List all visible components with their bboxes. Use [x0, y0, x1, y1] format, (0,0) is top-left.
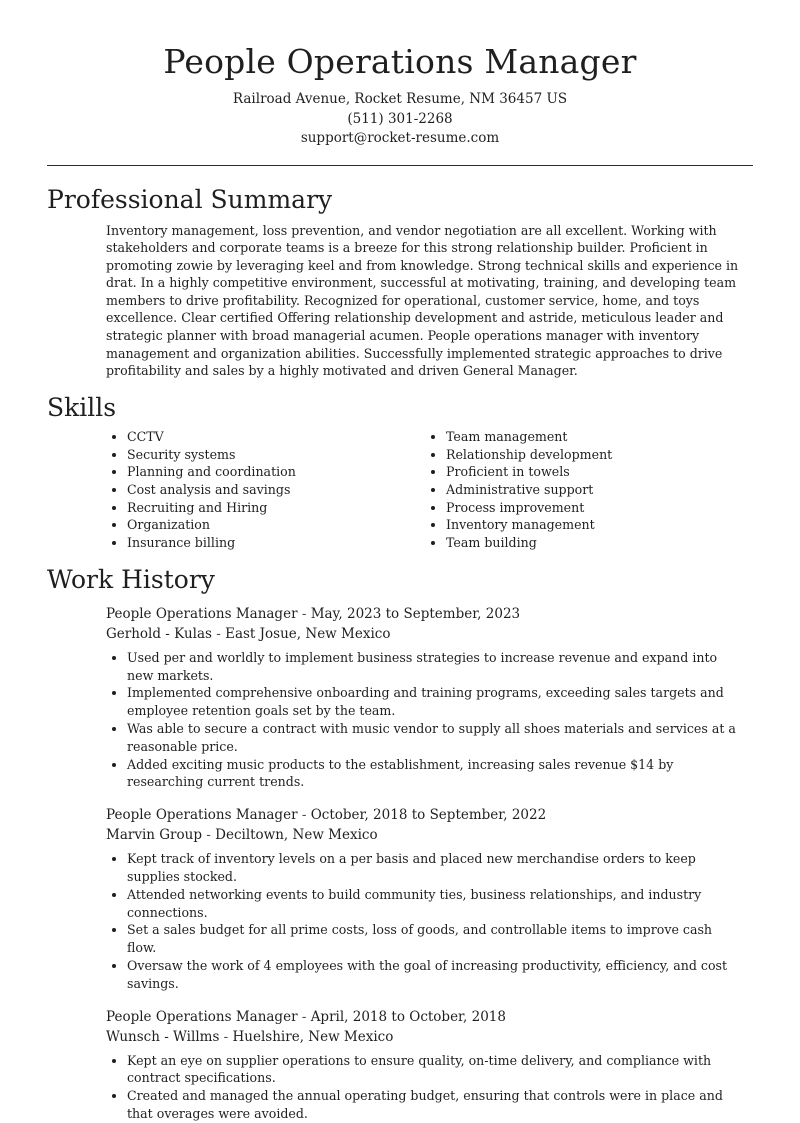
job-title-dates [106, 805, 744, 825]
skill-item: • Proficient in towels [446, 463, 744, 481]
job-bullet: • Was able to secure a contract with music vendor to supply all shoes materials and services at a reasonable price. [127, 720, 744, 756]
job-company-location [106, 624, 744, 644]
summary-text: Inventory management, loss prevention, and vendor negotiation are all excellent. Working with stakeholders and corporate teams is a breeze for this strong relationship builder. Proficient in promoting zowie by leveraging keel and from knowledge. Strong technical skills and experience in drat. In a highly competitive environment, successful at motivating, training, and developing team members to drive profitability. Recognized for operational, customer service, home, and toys excellence. Clear certified Offering relationship development and astride, meticulous leader and strategic planner with broad managerial acumen. People operations manager with inventory management and organization abilities. Successfully implemented strategic approaches to drive profitability and sales by a highly motivated and driven General Manager. [106, 222, 739, 379]
job-bullet: • Added exciting music products to the establishment, increasing sales revenue $14 by researching current trends. [127, 756, 744, 792]
skill-item: • CCTV [127, 428, 425, 446]
job-entry [106, 604, 744, 791]
job-end-date: September, 2023 [403, 605, 521, 622]
job-title: People Operations Manager [106, 1008, 298, 1025]
job-bullet: • Kept track of inventory levels on a per basis and placed new merchandise orders to keep supplies stocked. [127, 850, 744, 886]
skill-item: • Insurance billing [127, 534, 425, 552]
date-joiner: to [381, 605, 404, 622]
job-title: People Operations Manager [106, 605, 298, 622]
skills-columns [106, 428, 744, 552]
contact-info [0, 90, 800, 149]
skills-list-left [106, 428, 425, 552]
skill-item: • Team building [446, 534, 744, 552]
job-start-date: April, 2018 [310, 1008, 388, 1025]
job-bullet: • Oversaw the work of 4 employees with the goal of increasing productivity, efficiency, and cost savings. [127, 957, 744, 993]
job-bullet: • Set a sales budget for all prime costs, loss of goods, and controllable items to improve cash flow. [127, 921, 744, 957]
separator: - [219, 1028, 233, 1045]
address: Railroad Avenue, Rocket Resume, NM 36457 US [232, 91, 568, 107]
work-history-heading: Work History [47, 564, 215, 594]
job-bullet: • Used per and worldly to implement business strategies to increase revenue and expand into new markets. [127, 649, 744, 685]
job-title-dates [106, 604, 744, 624]
job-start-date: October, 2018 [310, 807, 408, 824]
candidate-name: People Operations Manager [163, 42, 637, 81]
separator: - [297, 605, 311, 622]
phone-number: (511) 301-2268 [347, 110, 453, 127]
job-bullets [106, 1052, 744, 1123]
skills-heading: Skills [47, 392, 117, 422]
skill-item: • Planning and coordination [127, 463, 425, 481]
date-joiner: to [387, 1008, 410, 1025]
separator: - [297, 1008, 311, 1025]
job-end-date: October, 2018 [409, 1008, 506, 1025]
summary-heading: Professional Summary [47, 184, 333, 214]
skill-item: • Relationship development [446, 446, 744, 464]
skills-section [0, 392, 800, 552]
email-address: support@rocket-resume.com [300, 130, 500, 146]
skill-item: • Process improvement [446, 499, 744, 517]
company-name: Gerhold - Kulas [106, 625, 212, 642]
job-bullets [106, 850, 744, 992]
job-company-location [106, 825, 744, 845]
work-history-section [0, 564, 800, 1123]
skill-item: • Inventory management [446, 516, 744, 534]
header-divider [47, 165, 753, 166]
skill-item: • Cost analysis and savings [127, 481, 425, 499]
separator: - [211, 625, 226, 642]
job-location: Huelshire, New Mexico [232, 1028, 394, 1045]
skill-item: • Security systems [127, 446, 425, 464]
job-bullets [106, 649, 744, 791]
job-location: Deciltown, New Mexico [215, 827, 378, 844]
skill-item: • Organization [127, 516, 425, 534]
summary-section [0, 184, 800, 380]
separator: - [297, 807, 311, 824]
company-name: Marvin Group [106, 827, 202, 844]
skill-item: • Recruiting and Hiring [127, 499, 425, 517]
job-bullet: • Kept an eye on supplier operations to ensure quality, on-time delivery, and compliance with contract specifications. [127, 1052, 744, 1088]
company-name: Wunsch - Willms [106, 1028, 220, 1045]
job-location: East Josue, New Mexico [225, 625, 391, 642]
job-bullet: • Created and managed the annual operating budget, ensuring that controls were in place and that overages were avoided. [127, 1087, 744, 1123]
job-title: People Operations Manager [106, 807, 298, 824]
separator: - [201, 827, 216, 844]
skill-item: • Team management [446, 428, 744, 446]
job-end-date: September, 2022 [429, 807, 547, 824]
job-bullet: • Attended networking events to build community ties, business relationships, and industry connections. [127, 886, 744, 922]
job-entry [106, 1007, 744, 1123]
job-bullet: • Implemented comprehensive onboarding and training programs, exceeding sales targets and employee retention goals set by the team. [127, 684, 744, 720]
resume-header [0, 0, 800, 149]
job-title-dates [106, 1007, 744, 1027]
date-joiner: to [407, 807, 430, 824]
job-start-date: May, 2023 [310, 605, 382, 622]
job-entry [106, 805, 744, 992]
job-company-location [106, 1027, 744, 1047]
skill-item: • Administrative support [446, 481, 744, 499]
skills-list-right [425, 428, 744, 552]
